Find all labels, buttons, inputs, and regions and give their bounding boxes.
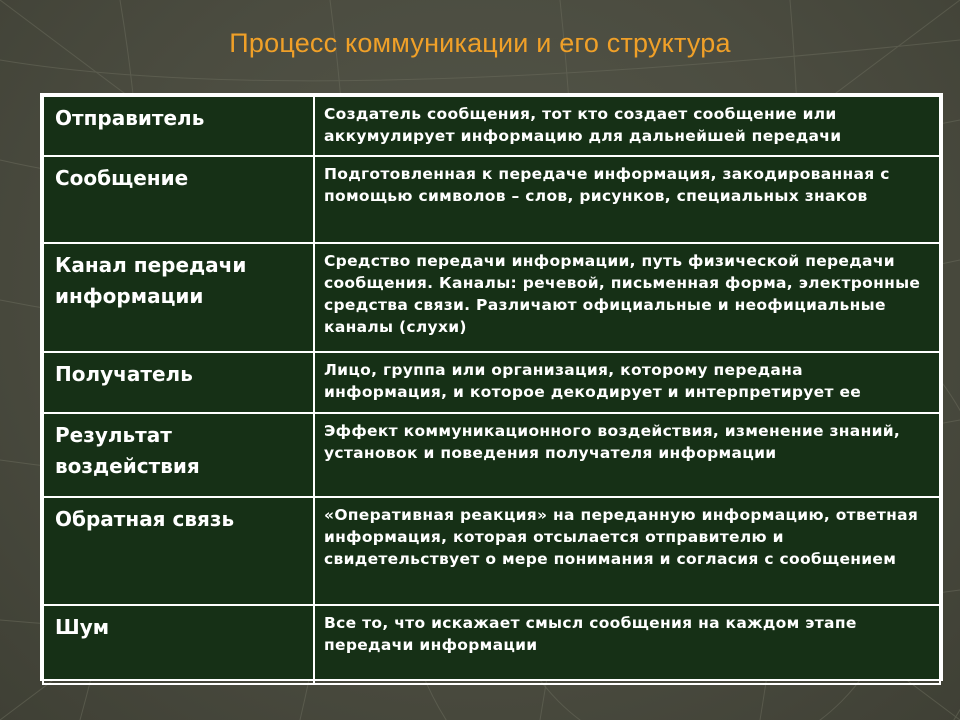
table [42, 95, 941, 685]
term-cell: Отправитель [43, 96, 314, 156]
table-row [43, 352, 940, 413]
term-cell: Канал передачи информации [43, 243, 314, 352]
definition-cell: Все то, что искажает смысл сообщения на каждом этапе передачи информации [314, 605, 940, 684]
table-row [43, 243, 940, 352]
table-row [43, 497, 940, 605]
table-row [43, 96, 940, 156]
term-cell: Обратная связь [43, 497, 314, 605]
definition-cell: Создатель сообщения, тот кто создает сообщение или аккумулирует информацию для дальнейшей передачи [314, 96, 940, 156]
term-cell: Получатель [43, 352, 314, 413]
table-row [43, 156, 940, 243]
table-row [43, 413, 940, 497]
definition-cell: «Оперативная реакция» на переданную информацию, ответная информация, которая отсылается отправителю и свидетельствует о мере понимания и согласия с сообщением [314, 497, 940, 605]
slide-title: Процесс коммуникации и его структура [229, 28, 731, 58]
definition-cell: Подготовленная к передаче информация, закодированная с помощью символов – слов, рисунков, специальных знаков [314, 156, 940, 243]
definition-cell: Средство передачи информации, путь физической передачи сообщения. Каналы: речевой, письменная форма, электронные средства связи. Различают официальные и неофициальные каналы (слухи) [314, 243, 940, 352]
definition-cell: Лицо, группа или организация, которому передана информация, и которое декодирует и интерпретирует ее [314, 352, 940, 413]
term-cell: Результат воздействия [43, 413, 314, 497]
communication-structure-table [40, 93, 943, 681]
term-cell: Сообщение [43, 156, 314, 243]
term-cell: Шум [43, 605, 314, 684]
table-row [43, 605, 940, 684]
definition-cell: Эффект коммуникационного воздействия, изменение знаний, установок и поведения получателя информации [314, 413, 940, 497]
